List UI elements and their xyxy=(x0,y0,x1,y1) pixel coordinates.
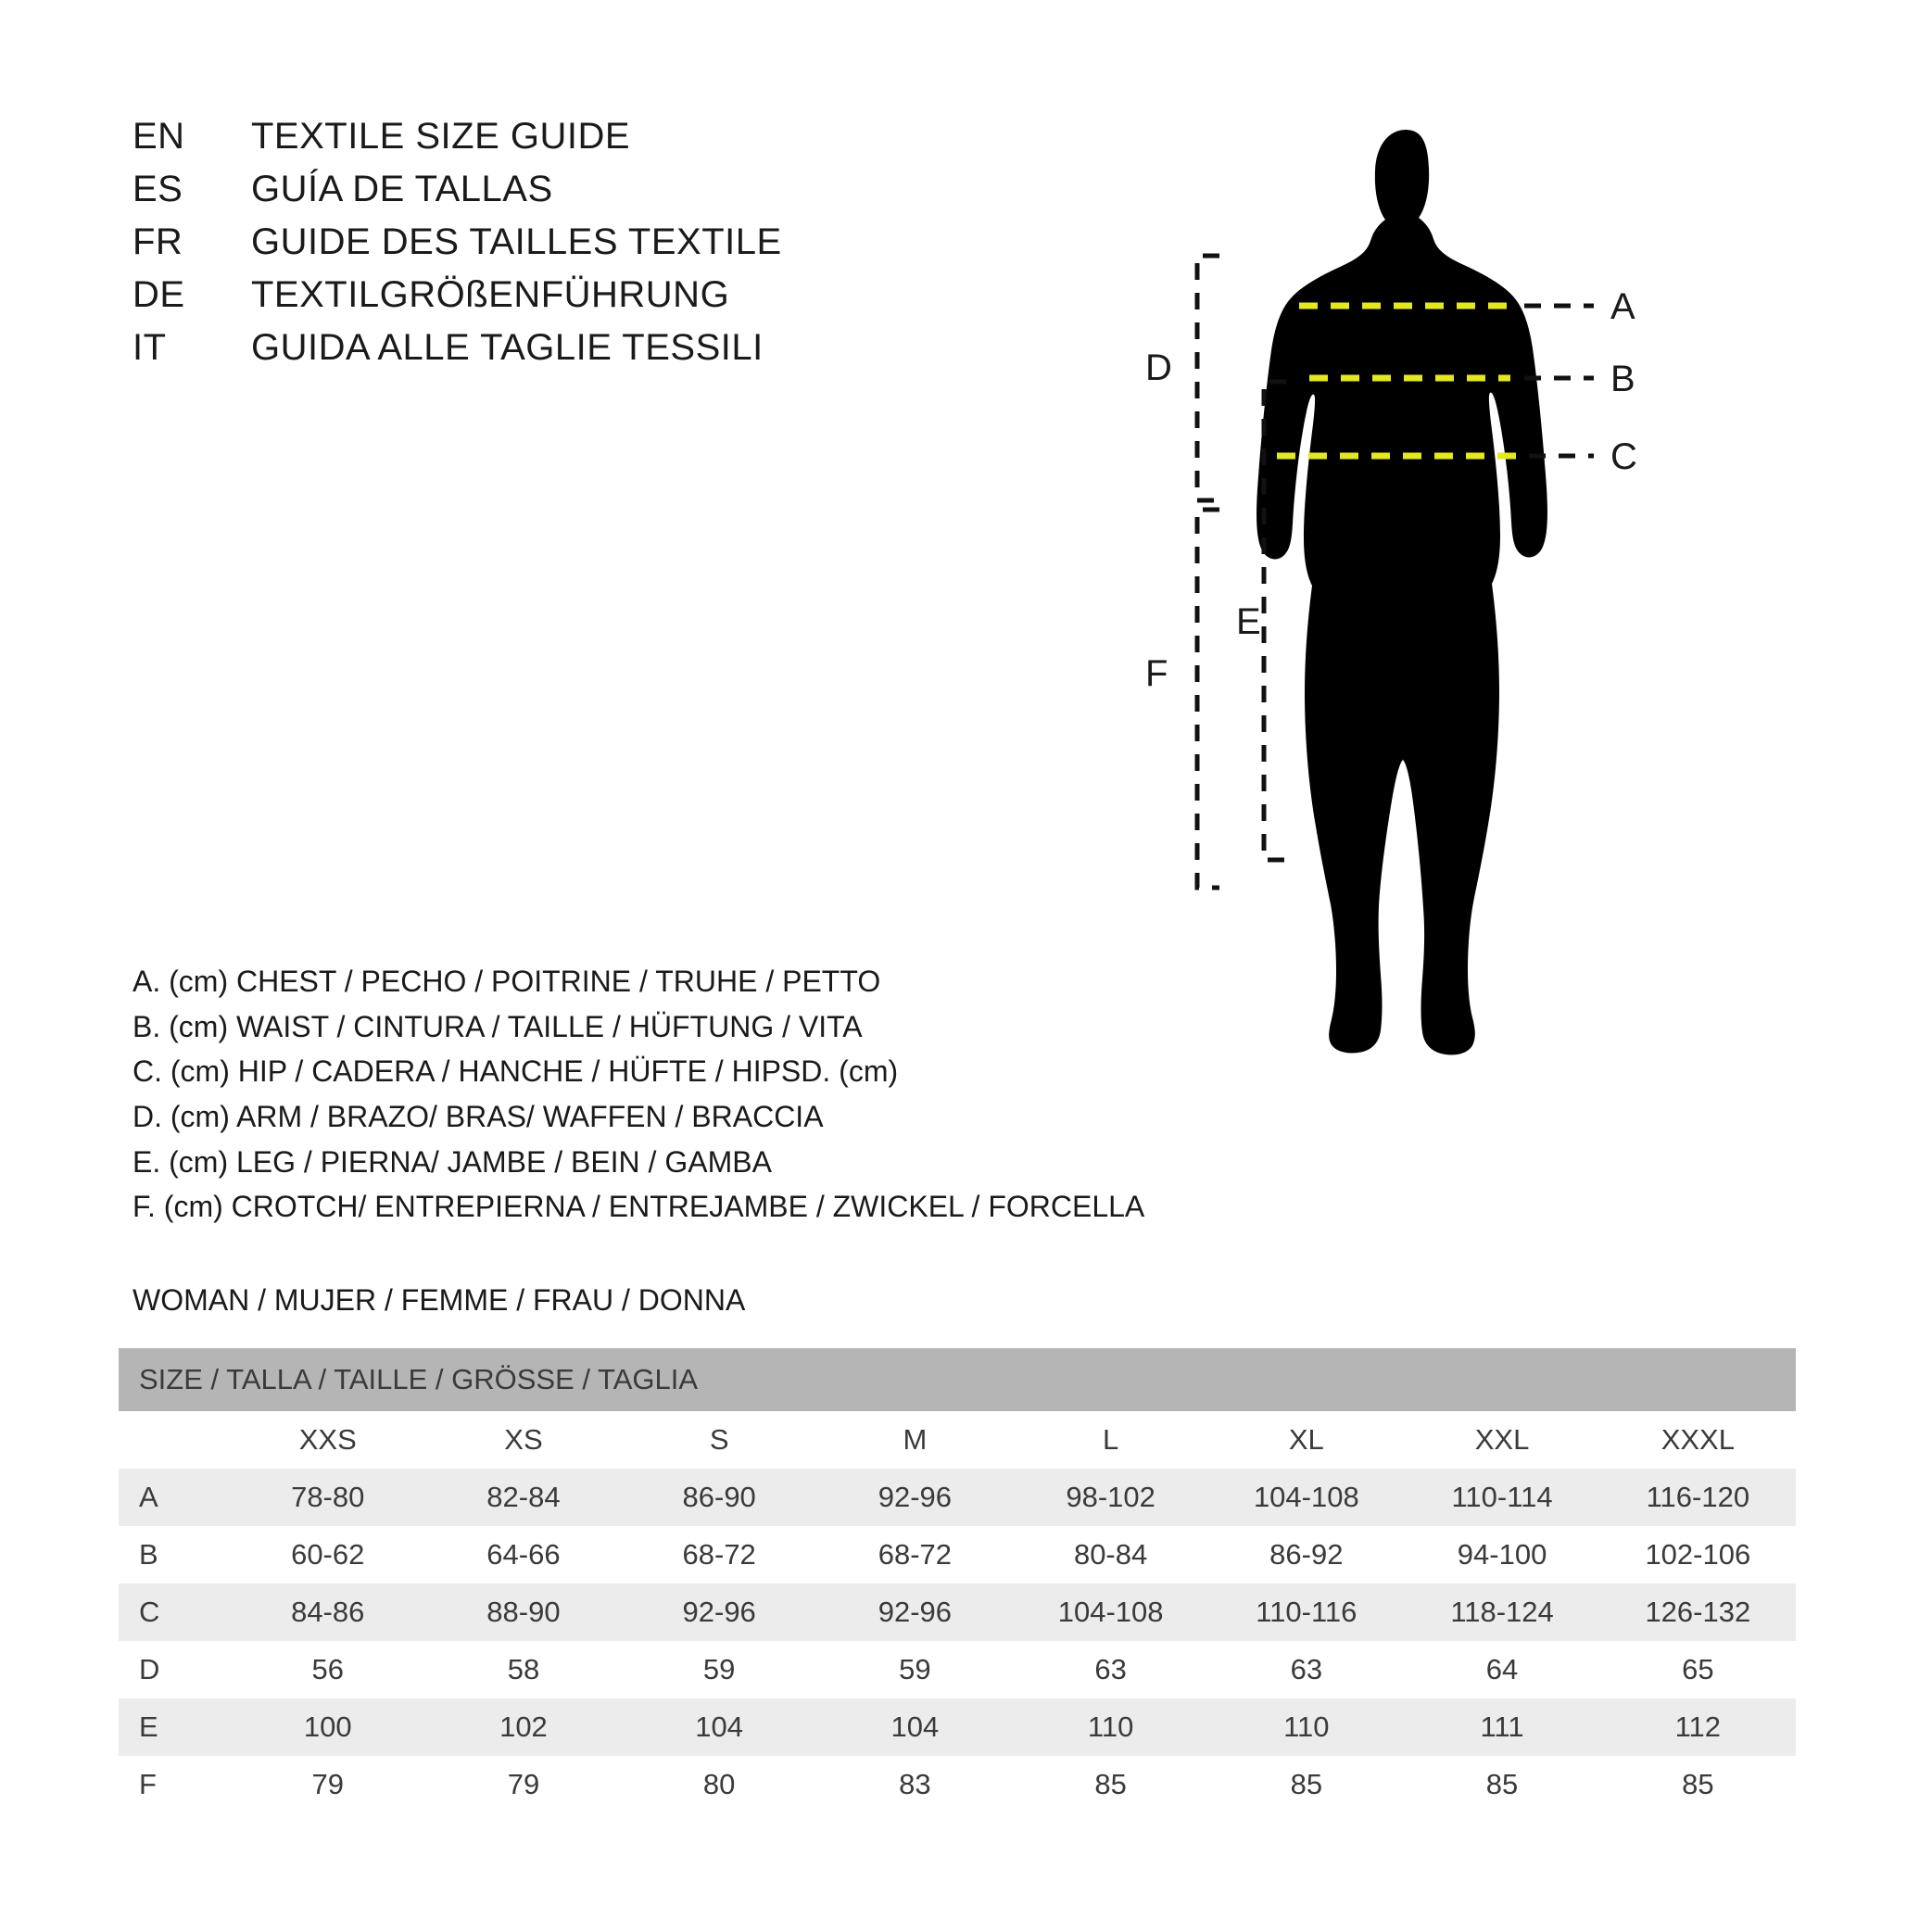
title-row-it xyxy=(133,327,874,369)
legend-item-b: B. (cm) WAIST / CINTURA / TAILLE / HÜFTUNG / VITA xyxy=(133,1009,863,1043)
woman-silhouette-icon xyxy=(1256,130,1547,1054)
cell-f-xxl: 85 xyxy=(1404,1756,1599,1813)
callout-d-label: D xyxy=(1145,347,1172,388)
cell-a-xxxl: 116-120 xyxy=(1600,1469,1796,1526)
size-header-m: M xyxy=(817,1411,1013,1469)
callout-a-label: A xyxy=(1610,286,1635,327)
cell-b-xxs: 60-62 xyxy=(230,1526,425,1584)
table-row xyxy=(119,1698,1796,1756)
cell-e-s: 104 xyxy=(622,1698,817,1756)
table-size-header-row xyxy=(119,1411,1796,1469)
cell-d-xl: 63 xyxy=(1208,1641,1404,1698)
cell-f-xxs: 79 xyxy=(230,1756,425,1813)
table-band-row xyxy=(119,1348,1796,1411)
title-text-es: GUÍA DE TALLAS xyxy=(251,169,553,209)
cell-b-xxxl: 102-106 xyxy=(1600,1526,1796,1584)
cell-d-xs: 58 xyxy=(425,1641,621,1698)
callout-b-label: B xyxy=(1610,359,1635,399)
legend-item-c: C. (cm) HIP / CADERA / HANCHE / HÜFTE / HIPSD. (cm) xyxy=(133,1054,899,1089)
cell-f-xs: 79 xyxy=(425,1756,621,1813)
body-measurement-figure xyxy=(1140,74,1863,1186)
callout-c-label: C xyxy=(1610,436,1637,477)
cell-e-xxl: 111 xyxy=(1404,1698,1599,1756)
size-header-xl: XL xyxy=(1208,1411,1404,1469)
legend-item-a: A. (cm) CHEST / PECHO / POITRINE / TRUHE / PETTO xyxy=(133,965,881,998)
cell-e-l: 110 xyxy=(1013,1698,1208,1756)
row-label-d: D xyxy=(119,1641,230,1698)
table-band-label: SIZE / TALLA / TAILLE / GRÖSSE / TAGLIA xyxy=(119,1348,1796,1411)
title-row-fr xyxy=(133,221,874,263)
crotch-height-bracket xyxy=(1197,510,1219,888)
cell-e-m: 104 xyxy=(817,1698,1013,1756)
cell-c-s: 92-96 xyxy=(622,1584,817,1641)
cell-e-xxs: 100 xyxy=(230,1698,425,1756)
legend-item-d: D. (cm) ARM / BRAZO/ BRAS/ WAFFEN / BRACCIA xyxy=(133,1099,824,1133)
cell-d-xxs: 56 xyxy=(230,1641,425,1698)
row-label-e: E xyxy=(119,1698,230,1756)
cell-a-xl: 104-108 xyxy=(1208,1469,1404,1526)
table-row xyxy=(119,1756,1796,1813)
cell-e-xxxl: 112 xyxy=(1600,1698,1796,1756)
cell-e-xs: 102 xyxy=(425,1698,621,1756)
callout-f-label: F xyxy=(1145,653,1168,694)
title-lang-de: DE xyxy=(133,274,185,315)
size-table xyxy=(119,1348,1796,1813)
cell-e-xl: 110 xyxy=(1208,1698,1404,1756)
row-label-f: F xyxy=(119,1756,230,1813)
cell-a-xxl: 110-114 xyxy=(1404,1469,1599,1526)
cell-b-s: 68-72 xyxy=(622,1526,817,1584)
cell-f-s: 80 xyxy=(622,1756,817,1813)
size-header-s: S xyxy=(622,1411,817,1469)
table-row xyxy=(119,1469,1796,1526)
cell-c-m: 92-96 xyxy=(817,1584,1013,1641)
size-table-wrapper xyxy=(119,1348,1796,1813)
cell-b-xl: 86-92 xyxy=(1208,1526,1404,1584)
title-row-de xyxy=(133,274,874,316)
row-label-a: A xyxy=(119,1469,230,1526)
table-corner-cell xyxy=(119,1411,230,1469)
cell-a-xs: 82-84 xyxy=(425,1469,621,1526)
cell-a-m: 92-96 xyxy=(817,1469,1013,1526)
cell-d-m: 59 xyxy=(817,1641,1013,1698)
title-row-en xyxy=(133,116,874,158)
size-header-xxxl: XXXL xyxy=(1600,1411,1796,1469)
table-row xyxy=(119,1584,1796,1641)
title-text-de: TEXTILGRÖßENFÜHRUNG xyxy=(251,274,730,315)
cell-f-xl: 85 xyxy=(1208,1756,1404,1813)
row-label-c: C xyxy=(119,1584,230,1641)
cell-c-xxs: 84-86 xyxy=(230,1584,425,1641)
table-row xyxy=(119,1641,1796,1698)
cell-a-l: 98-102 xyxy=(1013,1469,1208,1526)
title-text-en: TEXTILE SIZE GUIDE xyxy=(251,116,631,157)
cell-b-m: 68-72 xyxy=(817,1526,1013,1584)
cell-f-xxxl: 85 xyxy=(1600,1756,1796,1813)
size-header-l: L xyxy=(1013,1411,1208,1469)
group-label: WOMAN / MUJER / FEMME / FRAU / DONNA xyxy=(133,1283,746,1317)
legend-item-e: E. (cm) LEG / PIERNA/ JAMBE / BEIN / GAMBA xyxy=(133,1144,772,1179)
title-block xyxy=(133,116,874,380)
title-text-fr: GUIDE DES TAILLES TEXTILE xyxy=(251,221,782,262)
cell-d-xxxl: 65 xyxy=(1600,1641,1796,1698)
title-lang-it: IT xyxy=(133,327,167,368)
cell-c-l: 104-108 xyxy=(1013,1584,1208,1641)
cell-c-xs: 88-90 xyxy=(425,1584,621,1641)
cell-d-l: 63 xyxy=(1013,1641,1208,1698)
title-lang-fr: FR xyxy=(133,221,183,262)
size-header-xs: XS xyxy=(425,1411,621,1469)
cell-a-xxs: 78-80 xyxy=(230,1469,425,1526)
arm-length-bracket xyxy=(1197,256,1219,500)
title-lang-es: ES xyxy=(133,169,183,209)
cell-b-l: 80-84 xyxy=(1013,1526,1208,1584)
cell-b-xxl: 94-100 xyxy=(1404,1526,1599,1584)
cell-d-xxl: 64 xyxy=(1404,1641,1599,1698)
callout-e-label: E xyxy=(1236,601,1261,642)
title-text-it: GUIDA ALLE TAGLIE TESSILI xyxy=(251,327,764,368)
table-row xyxy=(119,1526,1796,1584)
cell-f-l: 85 xyxy=(1013,1756,1208,1813)
cell-c-xl: 110-116 xyxy=(1208,1584,1404,1641)
cell-f-m: 83 xyxy=(817,1756,1013,1813)
cell-d-s: 59 xyxy=(622,1641,817,1698)
cell-a-s: 86-90 xyxy=(622,1469,817,1526)
title-lang-en: EN xyxy=(133,116,185,157)
legend-item-f: F. (cm) CROTCH/ ENTREPIERNA / ENTREJAMBE / ZWICKEL / FORCELLA xyxy=(133,1190,1145,1224)
cell-c-xxl: 118-124 xyxy=(1404,1584,1599,1641)
size-header-xxs: XXS xyxy=(230,1411,425,1469)
cell-b-xs: 64-66 xyxy=(425,1526,621,1584)
cell-c-xxxl: 126-132 xyxy=(1600,1584,1796,1641)
size-header-xxl: XXL xyxy=(1404,1411,1599,1469)
row-label-b: B xyxy=(119,1526,230,1584)
title-row-es xyxy=(133,169,874,210)
measurement-legend xyxy=(133,959,1244,1230)
